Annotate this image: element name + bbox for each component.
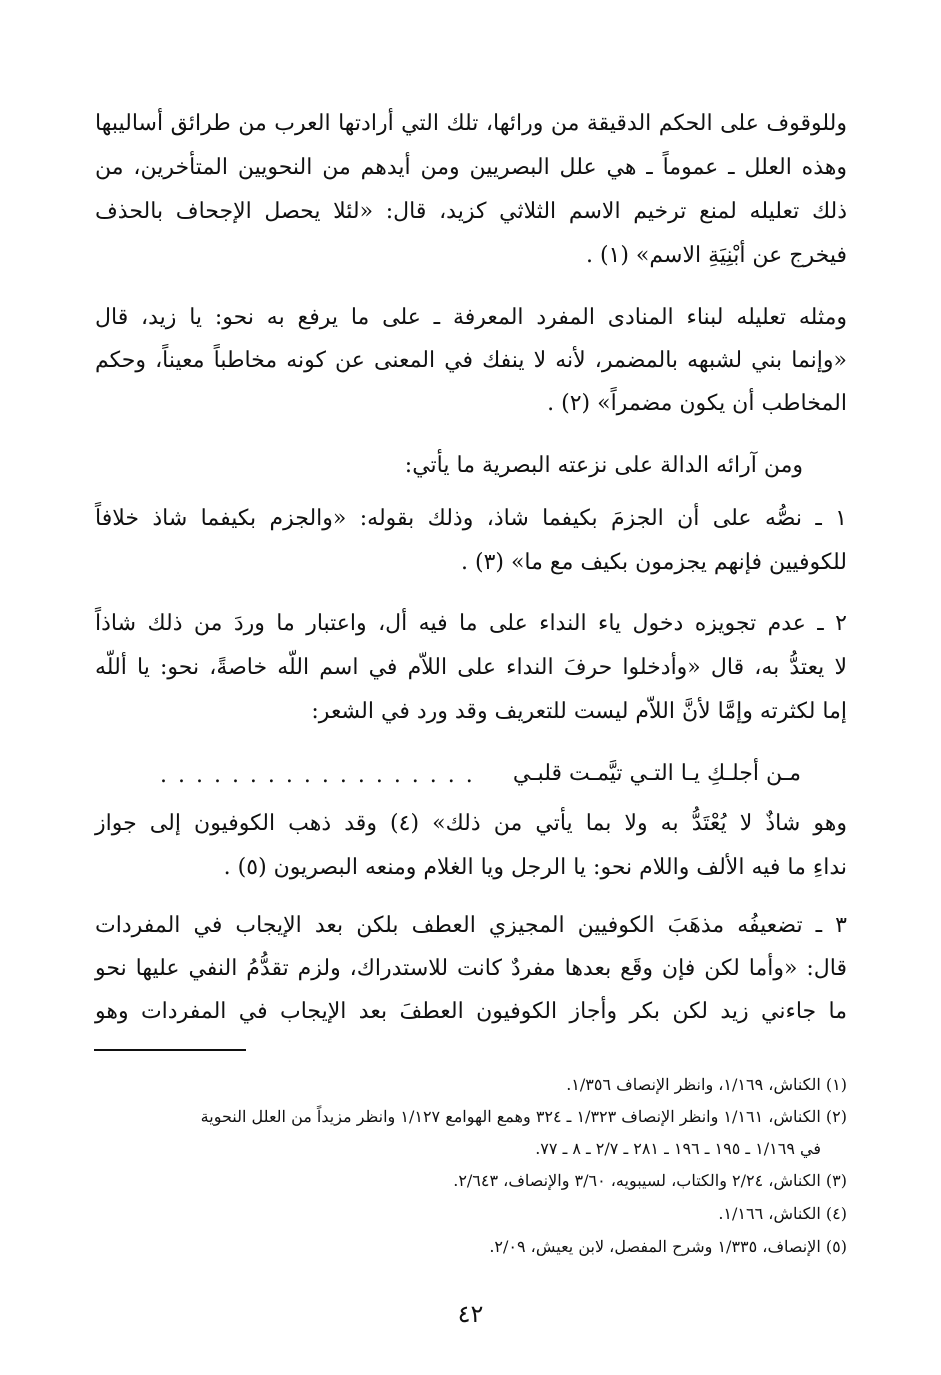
body-line: وللوقوف على الحكم الدقيقة من ورائها، تلك التي أرادتها العرب من طرائق أساليبها <box>95 111 847 136</box>
page-number: ٤٢ <box>457 1300 484 1328</box>
verse-hemistich: مـن أجلـكِ يـا التـي تيَّمـت قلبـي <box>512 761 801 786</box>
footnote: (١) الكناش، ١/١٦٩، وانظر الإنصاف ١/٣٥٦. <box>566 1075 847 1094</box>
body-line: وهو شاذٌ لا يُعْتَدُّ به ولا بما يأتي من ذلك» (٤) وقد ذهب الكوفيون إلى جواز <box>95 811 847 836</box>
body-line: فيخرج عن أبْنِيَةِ الاسم» (١) . <box>585 243 847 268</box>
body-line: «وإنما بني لشبهه بالمضمر، لأنه لا ينفك في المعنى عن كونه مخاطباً معيناً، وحكم <box>95 348 847 373</box>
body-line: وهذه العلل ـ عموماً ـ هي علل البصريين ومن أيدهم من النحويين المتأخرين، من <box>95 155 847 180</box>
body-line: ما جاءني زيد لكن بكر وأجاز الكوفيون العطفَ بعد الإيجاب في المفردات وهو <box>95 999 847 1024</box>
body-line: ومن آرائه الدالة على نزعته البصرية ما يأتي: <box>404 453 803 478</box>
footnote-continuation: في ١/١٦٩ ـ ١٩٥ ـ ١٩٦ ـ ٢٨١ ـ ٢/٧ ـ ٨ ـ ٧٧. <box>535 1139 821 1158</box>
footnote: (٣) الكناش، ٢/٢٤ والكتاب، لسيبويه، ٣/٦٠ والإنصاف، ٢/٦٤٣. <box>453 1171 847 1190</box>
body-line: ٢ ـ عدم تجويزه دخول ياء النداء على ما فيه أل، واعتبار ما وردَ من ذلك شاذاً <box>95 611 847 636</box>
body-line: إما لكثرته وإمَّا لأنَّ اللاّم ليست للتعريف وقد ورد في الشعر: <box>311 699 847 724</box>
body-line: لا يعتدُّ به، قال «وأدخلوا حرفَ النداء على اللاّم في اسم اللّه خاصةً، نحو: يا أللّه <box>95 655 847 680</box>
body-line: المخاطب أن يكون مضمراً» (٢) . <box>547 391 847 416</box>
body-line: ومثله تعليله لبناء المنادى المفرد المعرفة ـ على ما يرفع به نحو: يا زيد، قال <box>95 305 847 330</box>
footnote: (٥) الإنصاف، ١/٣٣٥ وشرح المفصل، لابن يعيش، ٢/٠٩. <box>489 1237 847 1256</box>
body-line: قال: «وأما لكن فإن وقَع بعدها مفردٌ كانت للاستدراك، ولزم تقدُّمُ النفي عليها نحو <box>95 956 847 981</box>
body-line: للكوفيين فإنهم يجزمون بكيف مع ما» (٣) . <box>460 550 847 575</box>
body-line: ذلك تعليله لمنع ترخيم الاسم الثلاثي كزيد، قال: «لئلا يحصل الإجحاف بالحذف <box>95 199 847 224</box>
body-line: نداءِ ما فيه الألف واللام نحو: يا الرجل ويا الغلام ومنعه البصريون (٥) . <box>223 855 847 880</box>
footnote-separator <box>94 1049 246 1051</box>
footnote: (٢) الكناش، ١/١٦١ وانظر الإنصاف ١/٣٢٣ ـ ٣٢٤ وهمع الهوامع ١/١٢٧ وانظر مزيداً من العلل النحوية <box>200 1107 847 1126</box>
footnote: (٤) الكناش، ١/١٦٦. <box>718 1204 847 1223</box>
body-line: ٣ ـ تضعيفُه مذهَبَ الكوفيين المجيزي العطف بلكن بعد الإيجاب في المفردات <box>95 913 847 938</box>
verse-ellipsis: . . . . . . . . . . . . . . . . . . <box>160 763 475 788</box>
body-line: ١ ـ نصُّه على أن الجزمَ بكيفما شاذ، وذلك بقوله: «والجزم بكيفما شاذ خلافاً <box>95 506 847 531</box>
